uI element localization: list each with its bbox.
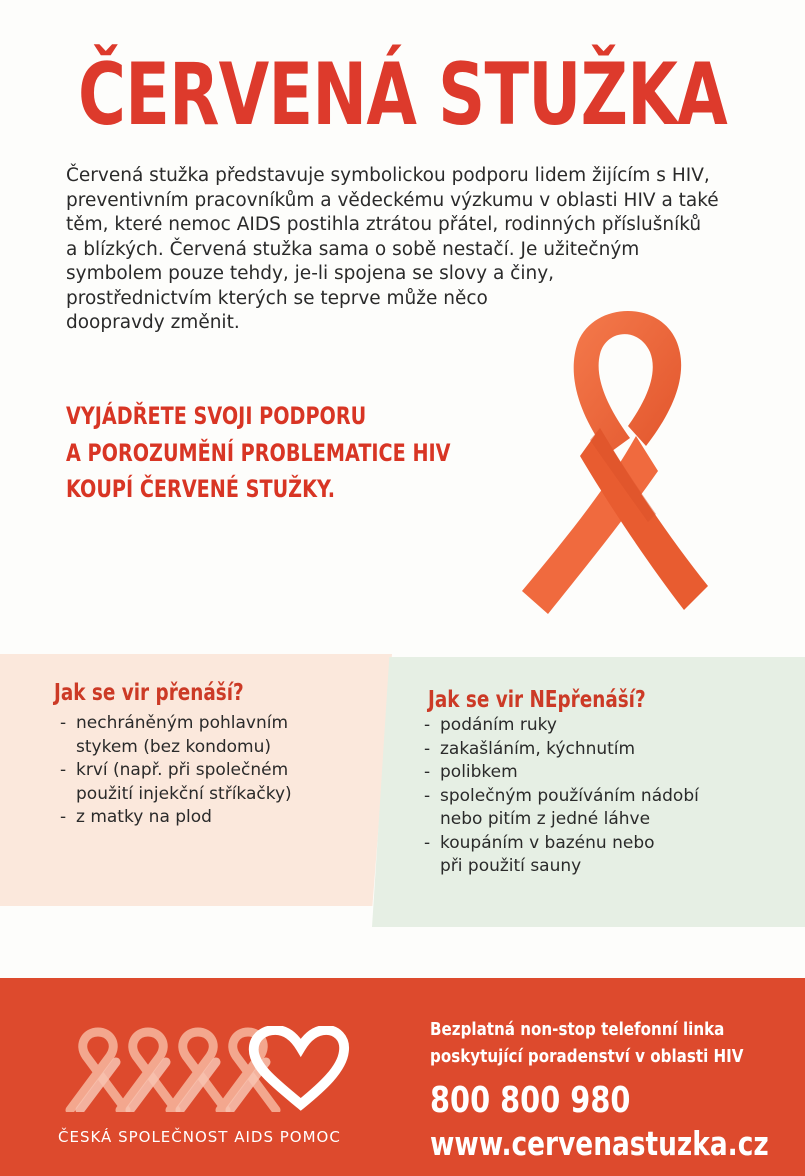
cta-line: VYJÁDŘETE SVOJI PODPORU xyxy=(66,402,367,430)
list-item-text: stykem (bez kondomu) xyxy=(76,736,272,757)
list-item-text: zakašláním, kýchnutím xyxy=(440,738,636,759)
intro-line: těm, které nemoc AIDS postihla ztrátou přátel, rodinných příslušníků xyxy=(66,214,702,235)
aids-pomoc-logo-icon xyxy=(58,1026,358,1112)
list-item xyxy=(424,714,699,738)
intro-line: doopravdy změnit. xyxy=(66,312,240,333)
list-item-text: při použití sauny xyxy=(440,856,582,876)
list-item xyxy=(60,712,292,759)
red-ribbon-icon xyxy=(508,286,728,616)
call-to-action xyxy=(66,398,451,508)
list-item-text: nebo pitím z jedné láhve xyxy=(440,809,651,829)
intro-line: prostřednictvím kterých se teprve může něco xyxy=(66,287,488,309)
list-item xyxy=(424,738,699,762)
cta-line: KOUPÍ ČERVENÉ STUŽKY. xyxy=(66,475,335,503)
hotline-line: Bezplatná non-stop telefonní linka xyxy=(430,1019,725,1040)
organization-name: ČESKÁ SPOLEČNOST AIDS POMOC xyxy=(58,1128,341,1146)
cta-line: A POROZUMĚNÍ PROBLEMATICE HIV xyxy=(66,438,451,467)
not-transmits-title: Jak se vir NEpřenáší? xyxy=(428,687,646,713)
transmits-title: Jak se vir přenáší? xyxy=(54,680,244,706)
intro-line: symbolem pouze tehdy, je-li spojena se slovy a činy, xyxy=(66,263,555,284)
list-item xyxy=(60,759,292,806)
list-item-text: použití injekční stříkačky) xyxy=(76,783,292,804)
not-transmits-list xyxy=(424,714,699,879)
page-title: ČERVENÁ STUŽKA xyxy=(78,45,727,145)
hotline-phone-number[interactable]: 800 800 980 xyxy=(430,1080,631,1121)
list-item-text: polibkem xyxy=(440,762,518,782)
transmits-list xyxy=(60,712,292,830)
intro-line: preventivním pracovníkům a vědeckému výzkumu v oblasti HIV a také xyxy=(66,189,719,211)
hotline-line: poskytující poradenství v oblasti HIV xyxy=(430,1046,744,1067)
list-item-text: krví (např. při společném xyxy=(76,760,289,780)
list-item xyxy=(424,761,699,785)
website-link[interactable]: www.cervenastuzka.cz xyxy=(430,1124,769,1163)
intro-line: Červená stužka představuje symbolickou podporu lidem žijícím s HIV, xyxy=(66,165,710,186)
list-item-text: koupáním v bazénu nebo xyxy=(440,832,655,853)
list-item xyxy=(424,785,699,832)
hotline-description xyxy=(430,1016,744,1070)
intro-line: a blízkých. Červená stužka sama o sobě nestačí. Je užitečným xyxy=(66,238,640,260)
list-item-text: podáním ruky xyxy=(440,715,557,735)
list-item-text: z matky na plod xyxy=(76,807,212,827)
list-item xyxy=(424,832,699,879)
list-item-text: nechráněným pohlavním xyxy=(76,713,289,733)
list-item xyxy=(60,806,292,830)
list-item-text: společným používáním nádobí xyxy=(440,785,699,806)
